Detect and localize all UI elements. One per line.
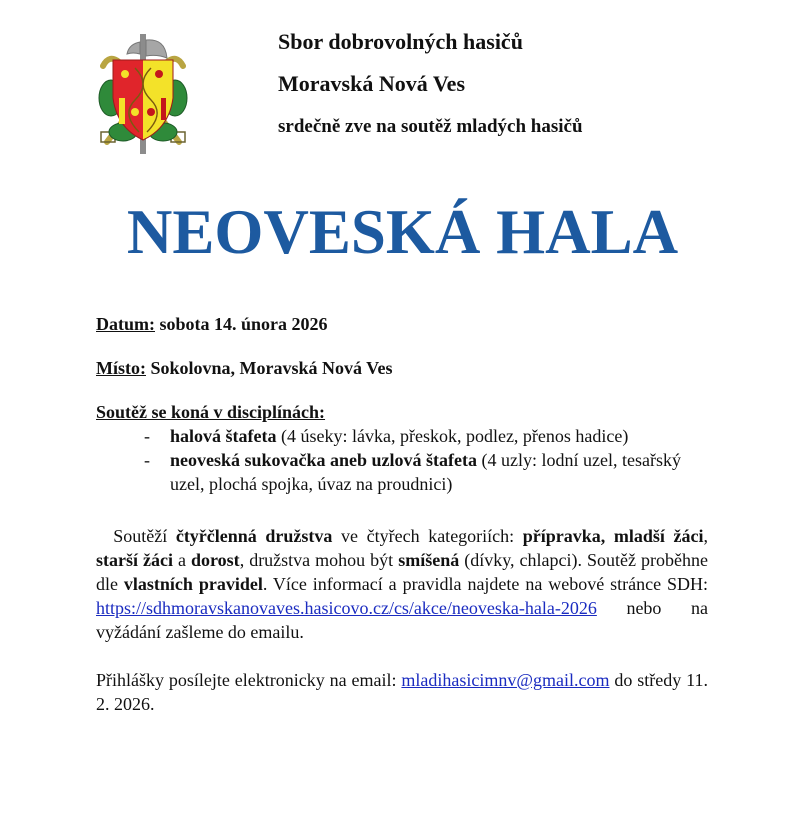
bold-text: přípravka, mladší žáci [522, 526, 704, 546]
event-title: NEOVESKÁ HALA [126, 197, 679, 267]
organizer-name: Sbor dobrovolných hasičů [278, 29, 523, 54]
discipline-name: halová štafeta [170, 426, 277, 446]
organizer-town: Moravská Nová Ves [278, 71, 466, 96]
event-website-link[interactable]: https://sdhmoravskanovaves.hasicovo.cz/cs/akce/neoveska-hala-2026 [96, 598, 597, 618]
bold-text: starší žáci [96, 550, 173, 570]
text: Soutěží [96, 526, 176, 546]
bold-text: vlastních pravidel [123, 574, 263, 594]
discipline-name: neoveská sukovačka aneb uzlová štafeta [170, 450, 478, 470]
text: ve čtyřech kategoriích: [332, 526, 523, 546]
categories-paragraph [96, 524, 713, 644]
place-row [96, 356, 708, 380]
dash-bullet: - [144, 450, 150, 470]
bold-text: smíšená [398, 550, 460, 570]
bold-text: dorost [191, 550, 240, 570]
text: , [703, 526, 713, 546]
list-item [96, 448, 708, 496]
disciplines-heading-text: Soutěž se koná v disciplínách: [96, 402, 326, 422]
text: Přihlášky posílejte elektronicky na email: [96, 670, 402, 690]
date-value: sobota 14. února 2026 [155, 314, 328, 334]
event-details [96, 312, 713, 716]
text: nebo na vyžádání zašleme do emailu. [96, 598, 713, 642]
dash-bullet: - [144, 426, 150, 446]
registration-paragraph [96, 668, 708, 716]
text: (dívky, chlapci). Soutěž proběhne dle [96, 550, 713, 594]
disciplines-list [96, 424, 708, 496]
bold-text: čtyřčlenná družstva [175, 526, 333, 546]
registration-email-link[interactable]: mladihasicimnv@gmail.com [401, 670, 610, 690]
place-value: Sokolovna, Moravská Nová Ves [145, 358, 393, 378]
organizer-header [278, 28, 583, 140]
text: a [172, 550, 191, 570]
place-label: Místo: [96, 358, 146, 378]
disciplines-heading [96, 400, 708, 424]
discipline-detail: (4 úseky: lávka, přeskok, podlez, přenos hadice) [276, 426, 629, 446]
list-item [96, 424, 708, 448]
invitation-line: srdečně zve na soutěž mladých hasičů [278, 116, 583, 137]
text: . Více informací a pravidla najdete na webové stránce SDH: [262, 574, 713, 594]
text: , družstva mohou být [239, 550, 399, 570]
discipline-detail: (4 uzly: lodní uzel, tesařský uzel, plochá spojka, úvaz na proudnici) [170, 450, 681, 494]
text: do středy 11. 2. 2026. [96, 670, 708, 714]
fire-brigade-logo-icon [95, 28, 191, 158]
date-label: Datum: [96, 314, 155, 334]
date-row [96, 312, 708, 336]
